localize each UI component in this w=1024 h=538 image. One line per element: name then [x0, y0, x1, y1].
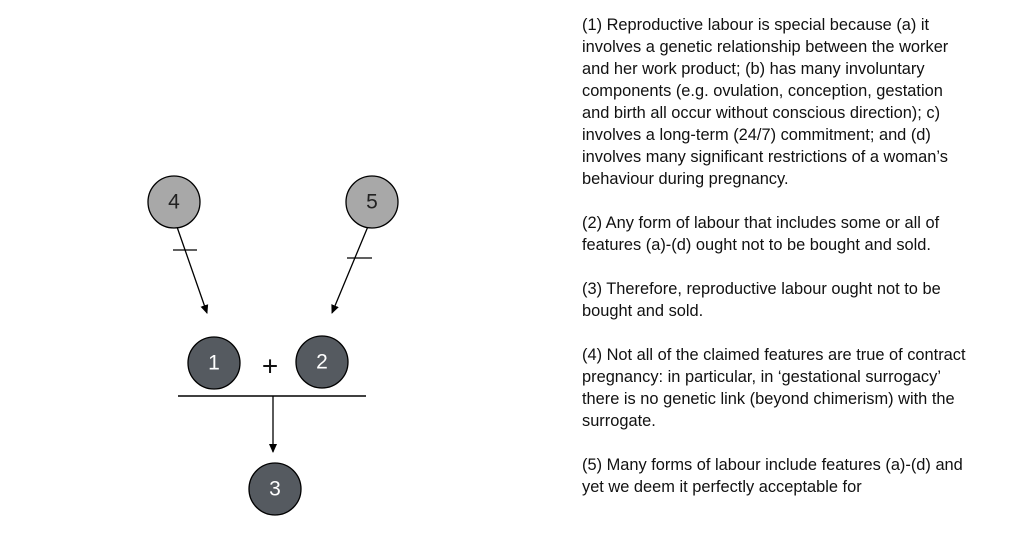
node-3-label: 3: [269, 477, 281, 501]
paragraph-3: (3) Therefore, reproductive labour ought not to be bought and sold.: [582, 280, 941, 320]
objection-4-arrow: [176, 224, 207, 313]
paragraph-4: (4) Not all of the claimed features are true of contract pregnancy: in particular, in ‘gestational surrogacy’ there is no genetic link (beyond chimerism) with the surrogate.: [582, 346, 966, 430]
node-5-label: 5: [366, 190, 378, 214]
paragraph-2: (2) Any form of labour that includes some or all of features (a)-(d) ought not to be bought and sold.: [582, 214, 940, 254]
node-4: [148, 176, 200, 228]
argument-text-panel: [582, 14, 972, 538]
plus-symbol: +: [261, 350, 279, 382]
node-2-label: 2: [316, 350, 328, 374]
node-1-label: 1: [208, 351, 220, 375]
node-4-label: 4: [168, 190, 180, 214]
paragraph-5: (5) Many forms of labour include features (a)-(d) and yet we deem it perfectly acceptable for: [582, 456, 963, 496]
node-2: [296, 336, 348, 388]
node-3: [249, 463, 301, 515]
paragraph-1: (1) Reproductive labour is special because (a) it involves a genetic relationship between the worker and her work product; (b) has many involuntary components (e.g. ovulation, conception, gestation and birth all occur without conscious direction); c) involves a long-term (24/7) commitment; and (d) involves many significant restrictions of a woman’s behaviour during pregnancy.: [582, 16, 949, 188]
node-5: [346, 176, 398, 228]
node-1: [188, 337, 240, 389]
objection-5-arrow: [332, 224, 369, 313]
